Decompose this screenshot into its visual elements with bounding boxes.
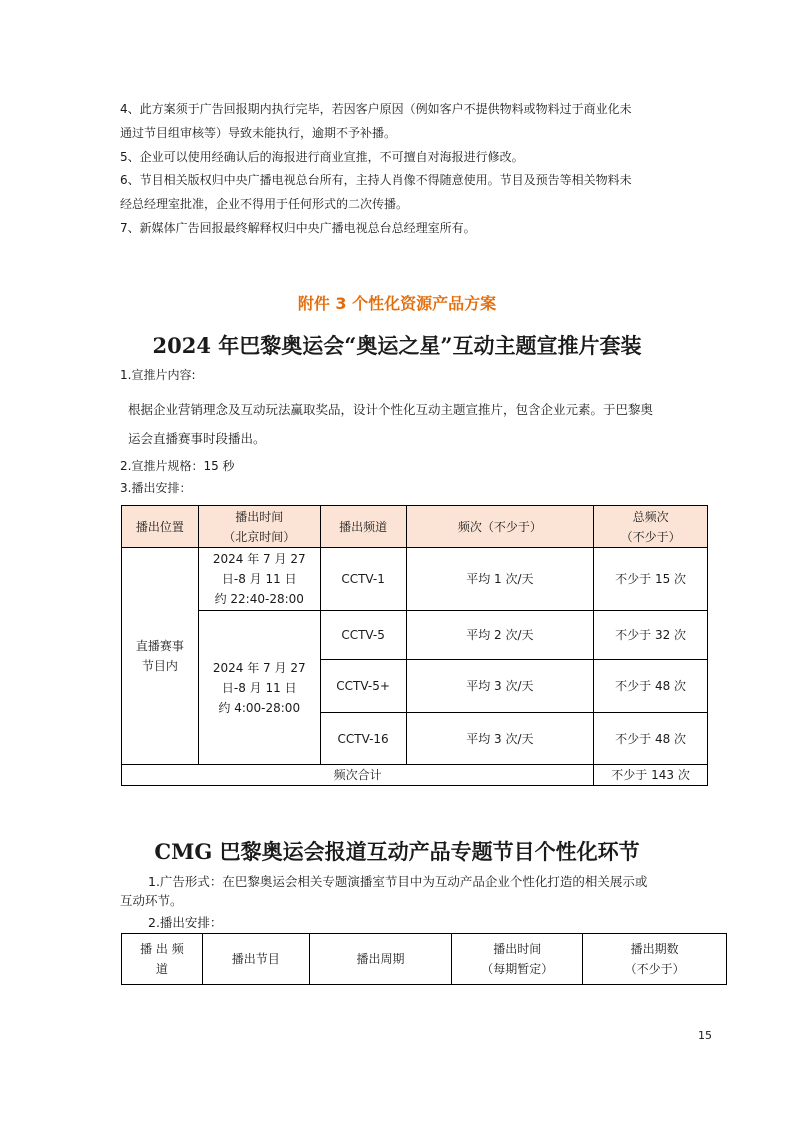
header-time: 播出时间 （北京时间） (198, 506, 320, 548)
cell-total: 不少于 48 次 (594, 713, 708, 765)
cell-sum-total: 不少于 143 次 (594, 765, 708, 786)
header-position: 播出位置 (122, 506, 199, 548)
section2-item1: 1.广告形式：在巴黎奥运会相关专题演播室节目中为互动产品企业个性化打造的相关展示或 (148, 874, 648, 889)
cell-sum-label: 频次合计 (122, 765, 594, 786)
section2-item2: 2.播出安排： (148, 915, 223, 930)
broadcast-schedule-table (121, 505, 708, 786)
cell-total: 不少于 48 次 (594, 660, 708, 713)
section1-item2: 2.宣推片规格：15 秒 (120, 459, 235, 473)
cell-frequency: 平均 3 次/天 (406, 713, 594, 765)
cell-total: 不少于 15 次 (594, 548, 708, 611)
section1-item1-text-cont: 运会直播赛事时段播出。 (128, 431, 266, 446)
section1-item3: 3.播出安排： (120, 481, 192, 495)
cell-channel: CCTV-5 (320, 611, 406, 660)
table-header-row (122, 506, 708, 548)
cell-total: 不少于 32 次 (594, 611, 708, 660)
cell-time-2: 2024 年 7 月 27 日-8 月 11 日 约 4:00-28:00 (198, 611, 320, 765)
section1-title: 2024 年巴黎奥运会“奥运之星”互动主题宣推片套装 (152, 333, 642, 358)
table-row (122, 611, 708, 660)
note-4-line2: 通过节目组审核等）导致未能执行，逾期不予补播。 (120, 126, 397, 140)
cell-frequency: 平均 1 次/天 (406, 548, 594, 611)
note-6-line1: 6、节目相关版权归中央广播电视总台所有，主持人肖像不得随意使用。节目及预告等相关物料未 (120, 173, 632, 187)
section1-item1-text: 根据企业营销理念及互动玩法赢取奖品，设计个性化互动主题宣推片，包含企业元素。于巴黎奥 (128, 402, 654, 417)
header-program: 播出节目 (202, 934, 309, 985)
note-4-line1: 4、此方案须于广告回报期内执行完毕，若因客户原因（例如客户不提供物料或物料过于商业化未 (120, 102, 632, 116)
cell-channel: CCTV-5+ (320, 660, 406, 713)
header-time: 播出时间 （每期暂定） (452, 934, 583, 985)
cell-frequency: 平均 2 次/天 (406, 611, 594, 660)
section2-title: CMG 巴黎奥运会报道互动产品专题节目个性化环节 (154, 839, 640, 864)
header-period: 播出周期 (309, 934, 452, 985)
section2-item1-cont: 互动环节。 (120, 893, 183, 908)
table-sum-row (122, 765, 708, 786)
section1-item1-label: 1.宣推片内容: (120, 368, 196, 382)
header-episodes: 播出期数 （不少于） (583, 934, 727, 985)
cell-channel: CCTV-1 (320, 548, 406, 611)
program-schedule-table (121, 933, 727, 985)
note-6-line2: 经总经理室批准，企业不得用于任何形式的二次传播。 (120, 197, 409, 211)
cell-frequency: 平均 3 次/天 (406, 660, 594, 713)
cell-position: 直播赛事 节目内 (122, 548, 199, 765)
header-channel: 播出频道 (320, 506, 406, 548)
cell-time-1: 2024 年 7 月 27 日-8 月 11 日 约 22:40-28:00 (198, 548, 320, 611)
cell-channel: CCTV-16 (320, 713, 406, 765)
header-channel: 播 出 频 道 (122, 934, 203, 985)
table-row (122, 548, 708, 611)
annex-title: 附件 3 个性化资源产品方案 (297, 294, 497, 313)
table-header-row (122, 934, 727, 985)
page-number: 15 (698, 1029, 712, 1042)
note-5: 5、企业可以使用经确认后的海报进行商业宣推，不可擅自对海报进行修改。 (120, 150, 524, 164)
note-7: 7、新媒体广告回报最终解释权归中央广播电视总台总经理室所有。 (120, 221, 476, 235)
header-total: 总频次 （不少于） (594, 506, 708, 548)
header-frequency: 频次（不少于） (406, 506, 594, 548)
